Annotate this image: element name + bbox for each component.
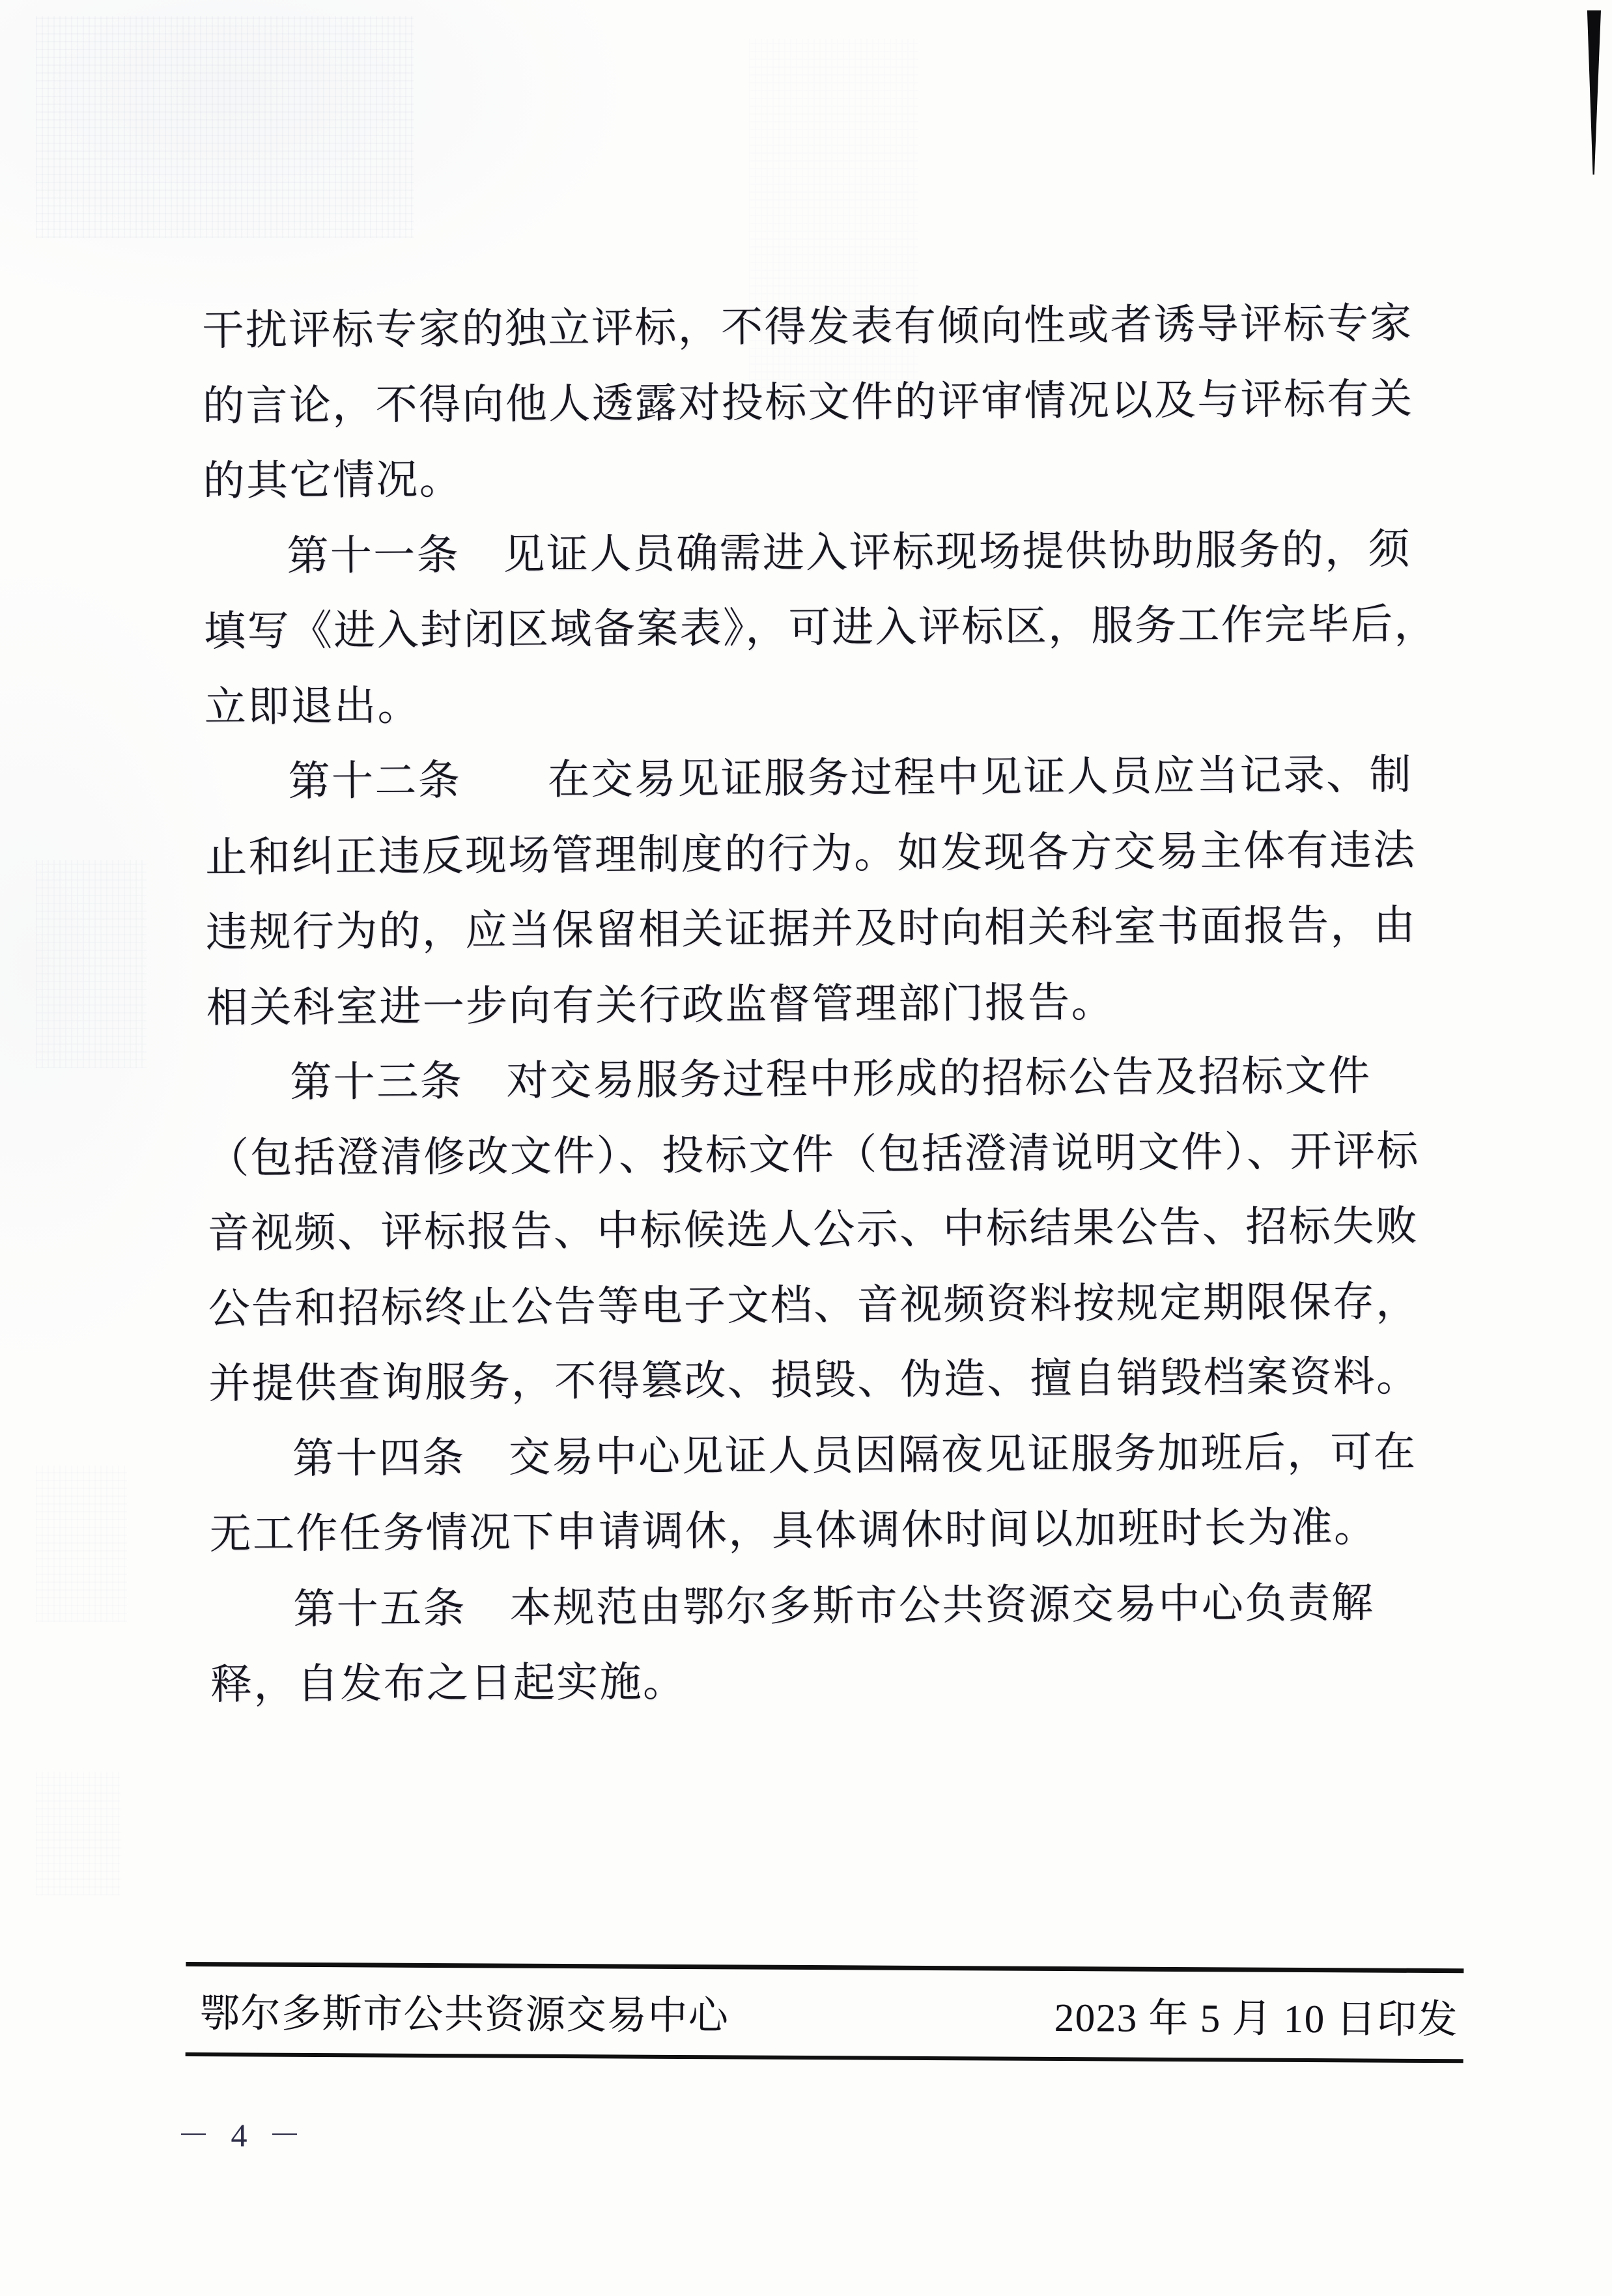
text-line: 公告和招标终止公告等电子文档、音视频资料按规定期限保存， [208,1278,1419,1332]
text-line: 并提供查询服务，不得篡改、损毁、伪造、擅自销毁档案资料。 [208,1353,1420,1407]
footer-print-date: 2023 年 5 月 10 日印发 [1054,1996,1459,2042]
scan-noise-patch [36,16,414,238]
text-line: 音视频、评标报告、中标候选人公示、中标结果公告、招标失败 [207,1202,1419,1256]
text-line: 第十二条 在交易见证服务过程中见证人员应当记录、制 [288,751,1413,805]
scan-artifact-wedge [1585,10,1601,175]
text-line: 干扰评标专家的独立评标，不得发表有倾向性或者诱导评标专家 [202,300,1413,354]
scan-noise-patch [36,1466,127,1622]
text-line: 立即退出。 [204,682,421,730]
scan-noise-patch [36,860,147,1068]
text-line: 第十三条 对交易服务过程中形成的招标公告及招标文件 [290,1053,1372,1106]
text-line: 第十五条 本规范由鄂尔多斯市公共资源交易中心负责解 [293,1579,1375,1632]
text-line: 第十一条 见证人员确需进入评标现场提供协助服务的，须 [287,526,1412,579]
text-line: 释，自发布之日起实施。 [210,1658,686,1708]
document-body [202,286,1437,1723]
text-line: 止和纠正违反现场管理制度的行为。如发现各方交易主体有违法 [205,827,1417,881]
page-number: － 4 － [177,2117,307,2153]
scan-noise-patch [36,1772,120,1895]
footer-issuer: 鄂尔多斯市公共资源交易中心 [199,1991,729,2038]
text-line: 的其它情况。 [203,456,463,504]
text-line: 违规行为的，应当保留相关证据并及时向相关科室书面报告，由 [205,901,1417,956]
text-line: 填写《进入封闭区域备案表》，可进入评标区，服务工作完毕后， [203,601,1437,655]
text-line: 相关科室进一步向有关行政监督管理部门报告。 [206,978,1115,1031]
document-footer [186,1962,1464,2063]
text-line: 无工作任务情况下申请调休，具体调休时间以加班时长为准。 [209,1504,1378,1557]
text-line: 第十四条 交易中心见证人员因隔夜见证服务加班后，可在 [292,1428,1417,1482]
text-line: （包括澄清修改文件）、投标文件（包括澄清说明文件）、开评标 [206,1127,1420,1182]
text-line: 的言论，不得向他人透露对投标文件的评审情况以及与评标有关 [202,375,1414,429]
